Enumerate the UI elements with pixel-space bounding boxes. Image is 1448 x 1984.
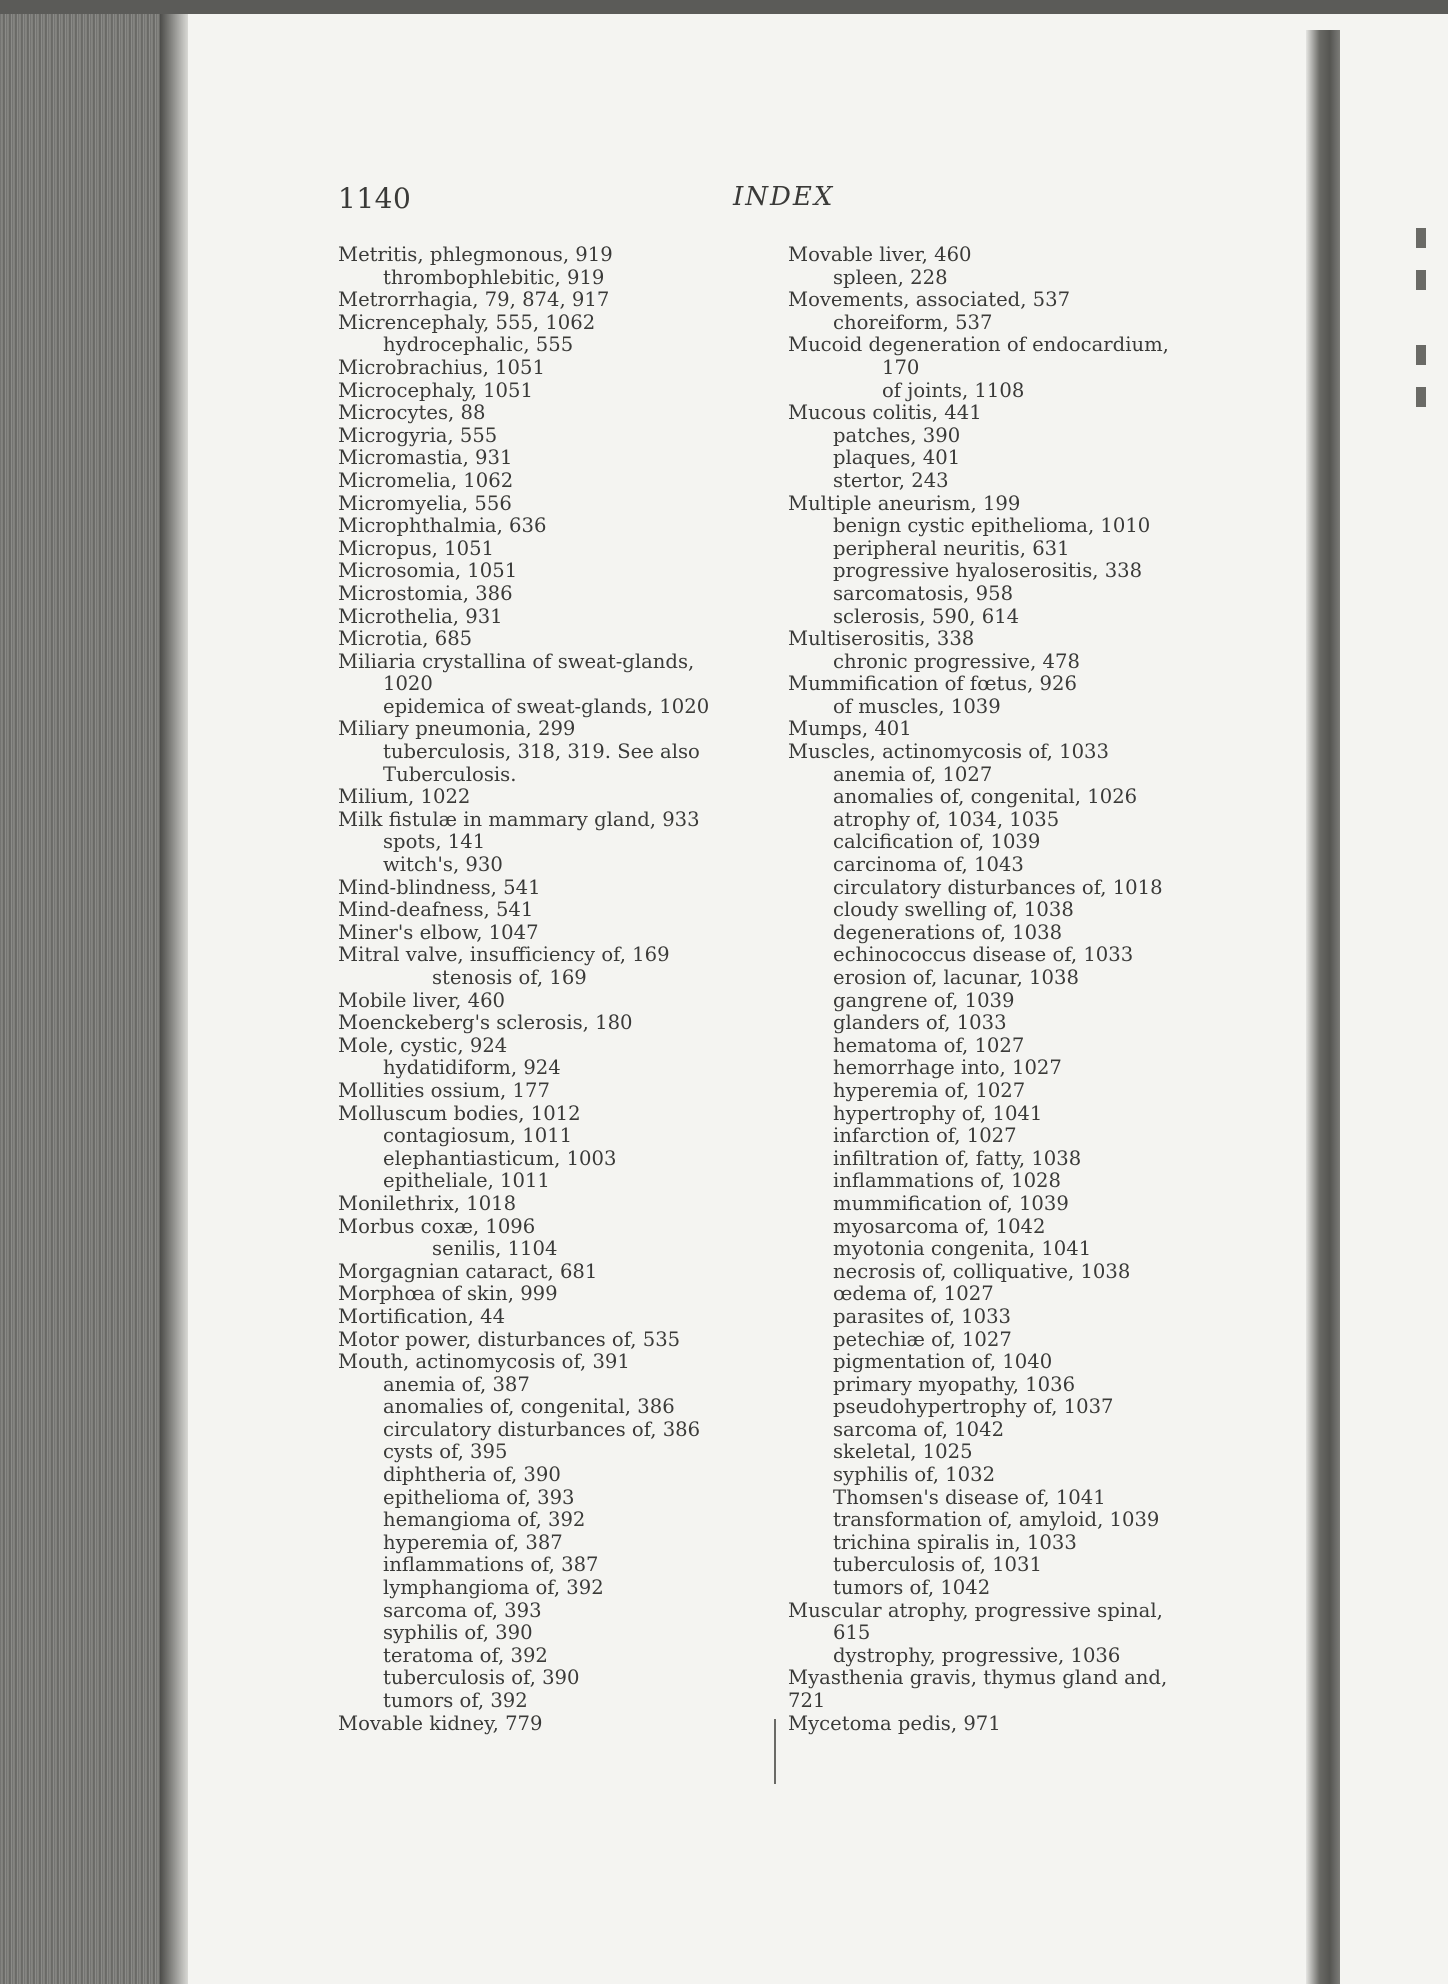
index-entry: sarcoma of, 393 (383, 1598, 542, 1622)
index-entry: Monilethrix, 1018 (338, 1191, 517, 1215)
index-entry: tuberculosis of, 1031 (833, 1553, 1042, 1577)
index-entry: Movable kidney, 779 (338, 1711, 543, 1735)
page-number: 1140 (338, 182, 412, 215)
index-entry: Mouth, actinomycosis of, 391 (338, 1350, 630, 1374)
index-entry: œdema of, 1027 (833, 1282, 994, 1306)
index-entry: chronic progressive, 478 (833, 649, 1080, 673)
index-entry: diphtheria of, 390 (383, 1463, 561, 1487)
index-entry: Multiple aneurism, 199 (788, 491, 1021, 515)
index-entry: syphilis of, 1032 (833, 1463, 996, 1487)
index-entry: Milium, 1022 (338, 785, 471, 809)
index-entry: Multiserositis, 338 (788, 627, 975, 651)
index-entry: Miliaria crystallina of sweat-glands, (338, 649, 695, 673)
index-entry: choreiform, 537 (833, 310, 993, 334)
index-entry: stenosis of, 169 (432, 966, 587, 989)
index-entry: anomalies of, congenital, 386 (383, 1395, 675, 1419)
index-entry: Microsomia, 1051 (338, 559, 518, 583)
index-entry: primary myopathy, 1036 (833, 1372, 1076, 1396)
index-entry: circulatory disturbances of, 1018 (833, 875, 1163, 899)
bleed-mark (1416, 345, 1426, 365)
index-entry: sclerosis, 590, 614 (833, 604, 1020, 628)
index-entry: plaques, 401 (833, 446, 961, 470)
index-entry: Mycetoma pedis, 971 (788, 1711, 1001, 1735)
index-entry: Microstomia, 386 (338, 581, 513, 605)
index-entry: circulatory disturbances of, 386 (383, 1417, 701, 1441)
bleed-mark (1416, 387, 1426, 407)
index-entry: Mole, cystic, 924 (338, 1033, 508, 1057)
index-entry: gangrene of, 1039 (833, 988, 1015, 1012)
index-entry: Motor power, disturbances of, 535 (338, 1327, 681, 1351)
index-entry: thrombophlebitic, 919 (383, 265, 605, 289)
index-entry: necrosis of, colliquative, 1038 (833, 1259, 1131, 1283)
index-entry: parasites of, 1033 (833, 1304, 1012, 1328)
index-entry: Micromelia, 1062 (338, 468, 514, 492)
index-entry: transformation of, amyloid, 1039 (833, 1508, 1160, 1532)
running-head: INDEX (733, 182, 835, 212)
index-entry: contagiosum, 1011 (383, 1124, 573, 1148)
index-entry: Mobile liver, 460 (338, 988, 506, 1012)
index-entry: Morphœa of skin, 999 (338, 1282, 558, 1306)
index-entry: inflammations of, 387 (383, 1553, 599, 1577)
index-entry: Myasthenia gravis, thymus gland and, (788, 1666, 1168, 1690)
index-entry: Microtia, 685 (338, 627, 473, 651)
index-entry: Mitral valve, insufficiency of, 169 (338, 943, 670, 967)
index-entry: Microbrachius, 1051 (338, 355, 545, 379)
index-entry: Movements, associated, 537 (788, 288, 1071, 312)
index-entry: hypertrophy of, 1041 (833, 1101, 1043, 1125)
index-entry: Molluscum bodies, 1012 (338, 1101, 581, 1125)
index-entry: Morbus coxæ, 1096 (338, 1214, 536, 1238)
index-entry: witch's, 930 (383, 853, 503, 877)
index-entry: hyperemia of, 1027 (833, 1078, 1026, 1102)
gutter-shadow (160, 14, 188, 1984)
index-entry: Microgyria, 555 (338, 423, 498, 447)
index-entry: glanders of, 1033 (833, 1011, 1007, 1035)
index-entry: Morgagnian cataract, 681 (338, 1259, 598, 1283)
index-entry: patches, 390 (833, 423, 961, 447)
index-entry: of joints, 1108 (882, 378, 1025, 402)
index-entry: Tuberculosis. (383, 762, 517, 786)
index-entry: degenerations of, 1038 (833, 920, 1063, 944)
index-entry: myotonia congenita, 1041 (833, 1237, 1092, 1261)
index-entry: tumors of, 1042 (833, 1576, 991, 1600)
index-entry: infarction of, 1027 (833, 1124, 1017, 1148)
index-entry: 170 (882, 355, 920, 379)
index-entry: syphilis of, 390 (383, 1621, 533, 1645)
index-entry: Microphthalmia, 636 (338, 514, 547, 538)
index-entry: tuberculosis, 318, 319. See also (383, 740, 700, 764)
index-entry: sarcomatosis, 958 (833, 581, 1014, 605)
index-entry: tumors of, 392 (383, 1689, 528, 1712)
index-entry: stertor, 243 (833, 468, 949, 492)
index-entry: Mummification of fœtus, 926 (788, 672, 1077, 696)
index-entry: hemorrhage into, 1027 (833, 1056, 1062, 1080)
bleed-mark (1416, 270, 1426, 290)
index-entry: Metritis, phlegmonous, 919 (338, 243, 613, 266)
index-entry: cloudy swelling of, 1038 (833, 898, 1074, 922)
index-entry: Micromyelia, 556 (338, 491, 512, 515)
index-entry: elephantiasticum, 1003 (383, 1146, 617, 1170)
index-entry: sarcoma of, 1042 (833, 1417, 1005, 1441)
index-entry: anemia of, 1027 (833, 762, 993, 786)
index-entry: atrophy of, 1034, 1035 (833, 807, 1060, 831)
index-entry: Mortification, 44 (338, 1304, 506, 1328)
index-entry: carcinoma of, 1043 (833, 853, 1024, 877)
next-page-spine (1306, 30, 1340, 1984)
index-entry: pigmentation of, 1040 (833, 1350, 1053, 1374)
index-entry: Miner's elbow, 1047 (338, 920, 539, 944)
index-entry: Micropus, 1051 (338, 536, 495, 560)
index-entry: Miliary pneumonia, 299 (338, 717, 576, 741)
index-entry: Mucous colitis, 441 (788, 401, 982, 425)
index-entry: lymphangioma of, 392 (383, 1576, 604, 1600)
index-entry: myosarcoma of, 1042 (833, 1214, 1046, 1238)
book-page (188, 14, 1306, 1984)
index-entry: spleen, 228 (833, 265, 948, 289)
index-entry: 1020 (383, 672, 433, 696)
index-entry: Mind-deafness, 541 (338, 898, 534, 922)
index-entry: Muscular atrophy, progressive spinal, (788, 1598, 1163, 1622)
index-entry: epitheliale, 1011 (383, 1169, 550, 1193)
index-entry: senilis, 1104 (432, 1237, 558, 1261)
index-entry: Thomsen's disease of, 1041 (833, 1485, 1106, 1509)
index-entry: Microthelia, 931 (338, 604, 503, 628)
index-entry: anomalies of, congenital, 1026 (833, 785, 1138, 809)
index-entry: benign cystic epithelioma, 1010 (833, 514, 1151, 538)
index-entry: teratoma of, 392 (383, 1643, 548, 1667)
index-entry: cysts of, 395 (383, 1440, 508, 1464)
index-entry: epithelioma of, 393 (383, 1485, 575, 1509)
index-entry: hyperemia of, 387 (383, 1530, 563, 1554)
index-entry: Muscles, actinomycosis of, 1033 (788, 740, 1109, 764)
index-entry: hemangioma of, 392 (383, 1508, 586, 1532)
index-entry: anemia of, 387 (383, 1372, 530, 1396)
index-column-left (338, 244, 774, 1735)
index-entry: spots, 141 (383, 830, 486, 854)
index-entry: peripheral neuritis, 631 (833, 536, 1070, 560)
index-entry: Mollities ossium, 177 (338, 1078, 550, 1102)
index-entry: Microcephaly, 1051 (338, 378, 533, 402)
index-entry: petechiæ of, 1027 (833, 1327, 1012, 1351)
index-entry: Mucoid degeneration of endocardium, (788, 333, 1169, 357)
index-entry: tuberculosis of, 390 (383, 1666, 580, 1690)
index-entry: trichina spiralis in, 1033 (833, 1530, 1077, 1554)
index-entry: Mind-blindness, 541 (338, 875, 541, 899)
index-entry: epidemica of sweat-glands, 1020 (383, 694, 710, 718)
index-entry: Microcytes, 88 (338, 401, 486, 425)
bleed-mark (1416, 228, 1426, 248)
index-entry: progressive hyaloserositis, 338 (833, 559, 1143, 583)
index-entry: Moenckeberg's sclerosis, 180 (338, 1011, 633, 1035)
index-entry: Movable liver, 460 (788, 243, 972, 266)
index-entry: hydrocephalic, 555 (383, 333, 574, 357)
index-entry: hydatidiform, 924 (383, 1056, 561, 1080)
scan-top-band (0, 0, 1448, 14)
index-entry: pseudohypertrophy of, 1037 (833, 1395, 1114, 1419)
index-entry: calcification of, 1039 (833, 830, 1041, 854)
index-entry: dystrophy, progressive, 1036 (833, 1643, 1121, 1667)
column-rule (774, 1719, 776, 1784)
book-page-edges (0, 14, 165, 1984)
index-entry: Micromastia, 931 (338, 446, 513, 470)
index-entry: erosion of, lacunar, 1038 (833, 966, 1079, 989)
index-entry: infiltration of, fatty, 1038 (833, 1146, 1082, 1170)
index-entry: inflammations of, 1028 (833, 1169, 1061, 1193)
index-entry: 721 (788, 1689, 826, 1712)
index-entry: Micrencephaly, 555, 1062 (338, 310, 596, 334)
index-entry: echinococcus disease of, 1033 (833, 943, 1134, 967)
index-entry: of muscles, 1039 (833, 694, 1001, 718)
index-entry: mummification of, 1039 (833, 1191, 1069, 1215)
index-entry: Metrorrhagia, 79, 874, 917 (338, 288, 610, 312)
index-entry: Milk fistulæ in mammary gland, 933 (338, 807, 700, 831)
index-entry: 615 (833, 1621, 871, 1645)
index-entry: skeletal, 1025 (833, 1440, 973, 1464)
index-entry: Mumps, 401 (788, 717, 912, 741)
index-entry: hematoma of, 1027 (833, 1033, 1025, 1057)
